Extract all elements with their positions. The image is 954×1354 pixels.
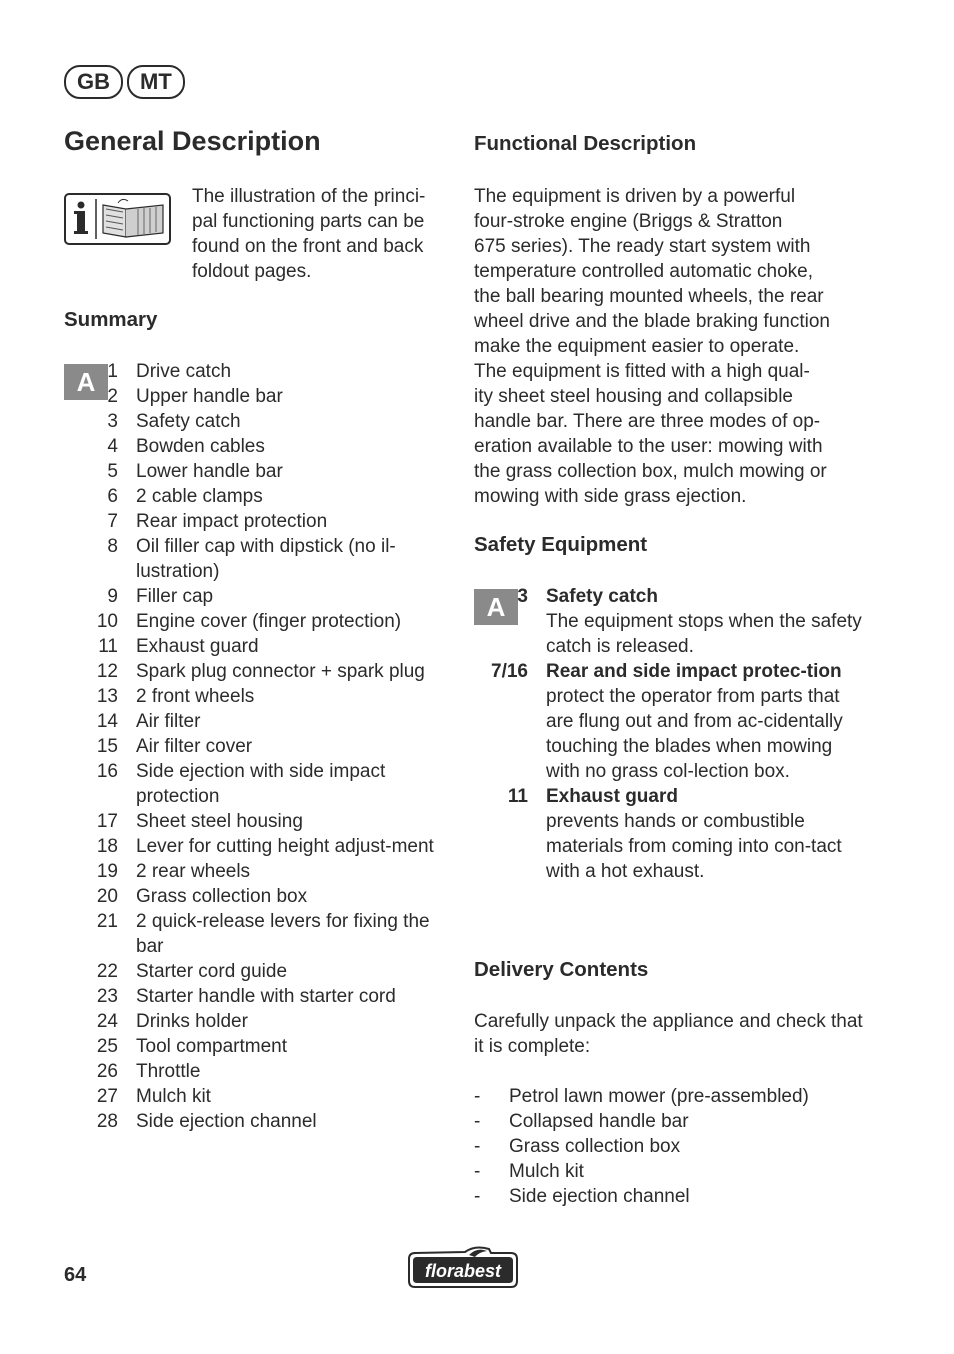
list-item: 26 Throttle (96, 1061, 201, 1082)
list-item: 11 Exhaust guard (98, 636, 259, 657)
list-item: 25 Tool compartment (96, 1036, 288, 1057)
list-item: 20 Grass collection box (96, 886, 308, 907)
delivery-text: Carefully unpack the appliance and check that it is complete: (474, 1011, 863, 1057)
info-book-icon (64, 193, 171, 245)
info-text (192, 184, 447, 284)
info-line: foldout pages. (192, 261, 312, 282)
language-badge-mt: MT (127, 65, 185, 99)
functional-heading: Functional Description (474, 132, 697, 155)
list-item: 27 Mulch kit (96, 1086, 211, 1107)
page-title: General Description (64, 126, 321, 156)
language-badges (64, 65, 185, 99)
list-item: 10 Engine cover (finger protection) (96, 611, 402, 632)
figure-a-label: A (64, 364, 108, 400)
delivery-heading: Delivery Contents (474, 958, 649, 981)
language-badge-gb: GB (64, 65, 123, 99)
list-item: 12 Spark plug connector + spark plug (96, 661, 425, 682)
list-item: 1 Drive catch (107, 361, 232, 382)
list-item: 11 Exhaust guard prevents hands or combustible materials from coming into con-tact with a hot exhaust. (507, 786, 842, 882)
list-item: 21 2 quick-release levers for fixing the bar (96, 911, 430, 957)
list-item: 4 Bowden cables (107, 436, 265, 457)
list-item: - Collapsed handle bar (474, 1111, 689, 1132)
list-item: - Grass collection box (474, 1136, 681, 1157)
list-item: 3 Safety catch The equipment stops when the safety catch is released. (517, 586, 862, 657)
svg-text:florabest: florabest (424, 1261, 502, 1281)
page-number: 64 (64, 1264, 87, 1286)
list-item: 13 2 front wheels (96, 686, 255, 707)
list-item: 7 Rear impact protection (107, 511, 328, 532)
summary-heading: Summary (64, 308, 158, 331)
info-line: The illustration of the princi- (192, 186, 426, 207)
safety-heading: Safety Equipment (474, 533, 648, 556)
list-item: 24 Drinks holder (96, 1011, 248, 1032)
list-item: - Mulch kit (474, 1161, 584, 1182)
info-line: pal functioning parts can be (192, 211, 425, 232)
list-item: 17 Sheet steel housing (96, 811, 303, 832)
safety-list (474, 584, 869, 884)
list-item: 28 Side ejection channel (96, 1111, 317, 1132)
list-item: 15 Air filter cover (96, 736, 253, 757)
list-item: - Side ejection channel (474, 1186, 690, 1207)
list-item: 8 Oil filler cap with dipstick (no il-lustration) (107, 536, 396, 582)
list-item: 19 2 rear wheels (96, 861, 251, 882)
list-item: 23 Starter handle with starter cord (96, 986, 396, 1007)
list-item: 6 2 cable clamps (107, 486, 263, 507)
list-item: 2 Upper handle bar (107, 386, 283, 407)
list-item: 14 Air filter (96, 711, 201, 732)
list-item: 9 Filler cap (107, 586, 214, 607)
list-item: - Petrol lawn mower (pre-assembled) (474, 1086, 809, 1107)
florabest-logo (405, 1243, 520, 1289)
list-item: 5 Lower handle bar (107, 461, 283, 482)
list-item: 16 Side ejection with side impact protection (96, 761, 386, 807)
delivery-list (474, 1084, 809, 1209)
list-item: 22 Starter cord guide (96, 961, 288, 982)
figure-a-label: A (474, 589, 518, 625)
info-line: found on the front and back (192, 236, 424, 257)
functional-text: The equipment is driven by a powerful four-stroke engine (Briggs & Stratton 675 series). The ready start system with temperature controlled automatic choke, the ball bearing mounted wheels, the rear wheel drive and the blade braking function make the equipment easier to operate. The equipment is fitted with a high qual- ity sheet steel housing and collapsible handle bar. There are three modes of op- eration available to the user: mowing with the grass collection box, mulch mowing or mowing with side grass ejection. (474, 186, 830, 507)
list-item: 7/16 Rear and side impact protec-tion protect the operator from parts that are flung out and from ac-cidentally touching the blades when mowing with no grass col-lection box. (491, 661, 843, 782)
summary-list (64, 359, 449, 1134)
list-item: 18 Lever for cutting height adjust-ment (96, 836, 434, 857)
list-item: 3 Safety catch (107, 411, 241, 432)
